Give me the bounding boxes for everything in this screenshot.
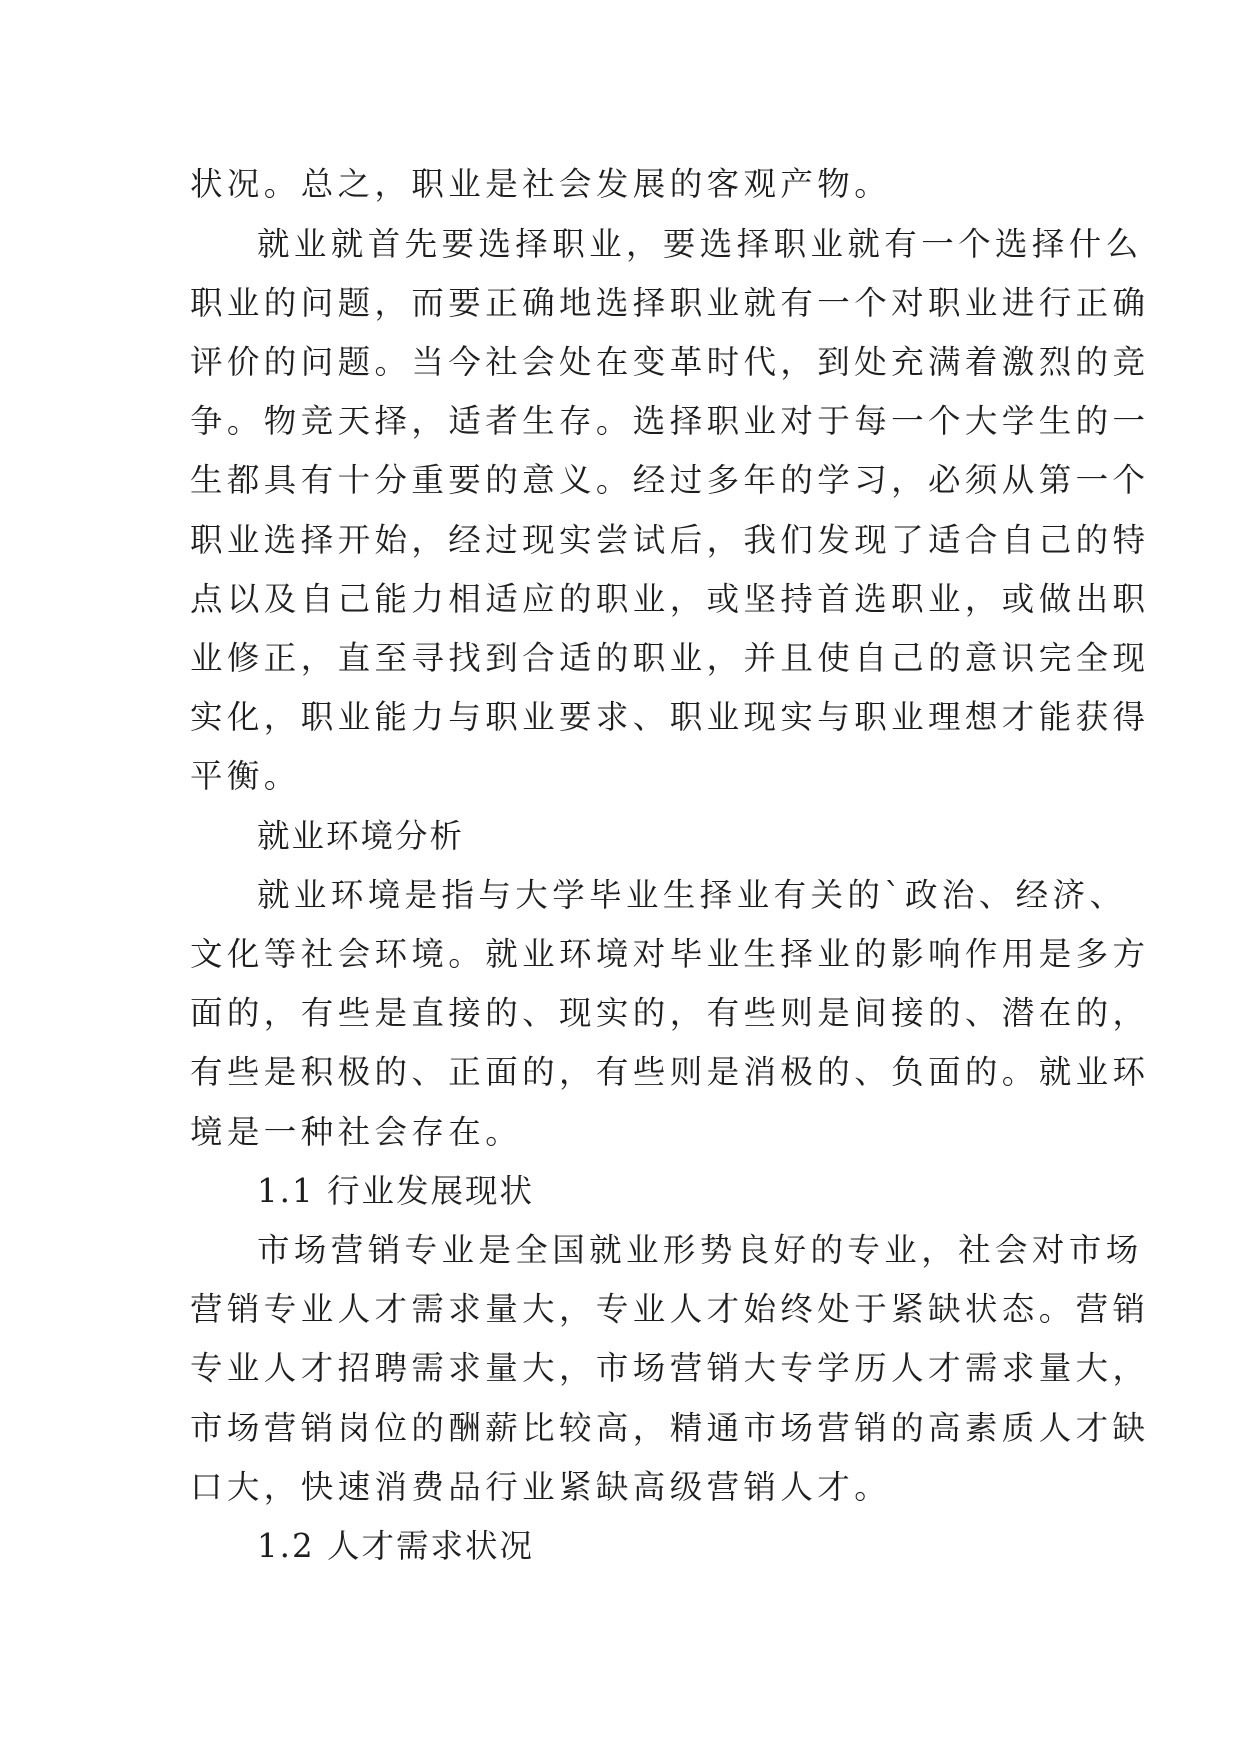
text-line: 文化等社会环境。就业环境对毕业生择业的影响作用是多方 xyxy=(190,935,1150,973)
section-heading: 就业环境分析 xyxy=(257,817,465,855)
text-line: 生都具有十分重要的意义。经过多年的学习，必须从第一个 xyxy=(190,461,1150,499)
text-line: 评价的问题。当今社会处在变革时代，到处充满着激烈的竞 xyxy=(190,343,1150,381)
text-line: 营销专业人才需求量大，专业人才始终处于紧缺状态。营销 xyxy=(190,1290,1150,1328)
paragraph-first-line: 就业环境是指与大学毕业生择业有关的`政治、经济、 xyxy=(257,876,1127,914)
text-line: 职业选择开始，经过现实尝试后，我们发现了适合自己的特 xyxy=(190,521,1150,559)
text-line: 争。物竞天择，适者生存。选择职业对于每一个大学生的一 xyxy=(190,402,1150,440)
text-line: 专业人才招聘需求量大，市场营销大专学历人才需求量大， xyxy=(190,1349,1150,1387)
text-line: 业修正，直至寻找到合适的职业，并且使自己的意识完全现 xyxy=(190,639,1150,677)
text-line: 口大，快速消费品行业紧缺高级营销人才。 xyxy=(190,1468,892,1506)
text-line: 职业的问题，而要正确地选择职业就有一个对职业进行正确 xyxy=(190,284,1150,322)
text-line: 平衡。 xyxy=(190,757,301,795)
text-line: 实化，职业能力与职业要求、职业现实与职业理想才能获得 xyxy=(190,698,1150,736)
text-line: 有些是积极的、正面的，有些则是消极的、负面的。就业环 xyxy=(190,1053,1150,1091)
text-line: 境是一种社会存在。 xyxy=(190,1113,523,1151)
text-line: 面的，有些是直接的、现实的，有些则是间接的、潜在的， xyxy=(190,994,1150,1032)
subsection-heading: 1.1 行业发展现状 xyxy=(257,1172,535,1210)
subsection-heading: 1.2 人才需求状况 xyxy=(257,1527,535,1565)
text-line: 点以及自己能力相适应的职业，或坚持首选职业，或做出职 xyxy=(190,580,1150,618)
text-line: 状况。总之，职业是社会发展的客观产物。 xyxy=(190,165,892,203)
text-line: 市场营销岗位的酬薪比较高，精通市场营销的高素质人才缺 xyxy=(190,1409,1150,1447)
paragraph-first-line: 市场营销专业是全国就业形势良好的专业，社会对市场 xyxy=(257,1231,1143,1269)
paragraph-first-line: 就业就首先要选择职业，要选择职业就有一个选择什么 xyxy=(257,225,1143,263)
